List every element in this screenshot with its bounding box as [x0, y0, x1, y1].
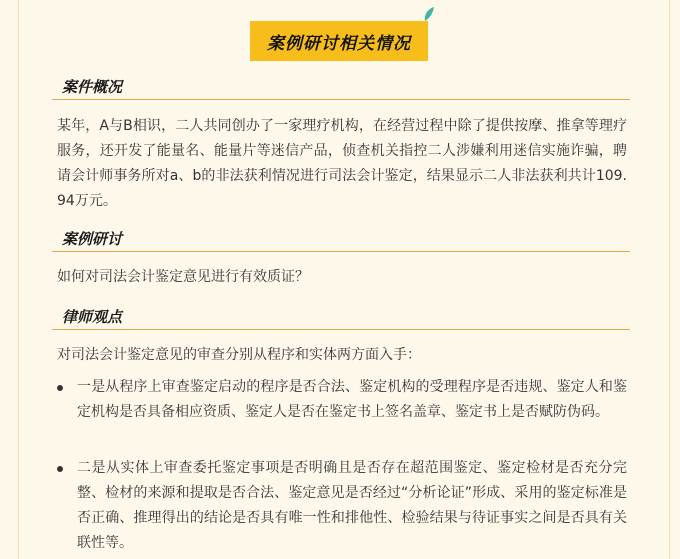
- bullet-dot-icon: [57, 385, 63, 391]
- section-header-overview: [52, 77, 630, 100]
- list-item: [57, 375, 627, 425]
- overview-paragraph: 某年，A与B相识，二人共同创办了一家理疗机构，在经营过程中除了提供按摩、推拿等理疗服务，还开发了能量名、能量片等迷信产品，侦查机关指控二人涉嫌利用迷信实施诈骗，聘请会计师事务所对a、b的非法获利情况进行司法会计鉴定，结果显示二人非法获利共计109.94万元。: [57, 118, 627, 209]
- leaf-icon: [422, 6, 436, 22]
- lawyer-intro: 对司法会计鉴定意见的审查分别从程序和实体两方面入手：: [57, 347, 421, 363]
- section-header-lawyer: [52, 307, 630, 330]
- section-heading-lawyer: 律师观点: [62, 308, 123, 326]
- bullet-dot-icon: [57, 466, 63, 472]
- list-item: [57, 456, 627, 556]
- section-heading-overview: 案件概况: [62, 78, 123, 96]
- page-title: 案例研讨相关情况: [250, 21, 428, 61]
- list-item-text: 一是从程序上审查鉴定启动的程序是否合法、鉴定机构的受理程序是否违规、鉴定人和鉴定机构是否具备相应资质、鉴定人是否在鉴定书上签名盖章、鉴定书上是否赋防伪码。: [77, 379, 627, 420]
- section-header-discussion: [52, 229, 630, 252]
- discussion-question: 如何对司法会计鉴定意见进行有效质证？: [57, 269, 309, 285]
- section-heading-discussion: 案例研讨: [62, 230, 123, 248]
- list-item-text: 二是从实体上审查委托鉴定事项是否明确且是否存在超范围鉴定、鉴定检材是否充分完整、检材的来源和提取是否合法、鉴定意见是否经过“分析论证”形成、采用的鉴定标准是否正确、推理得出的结论是否具有唯一性和排他性、检验结果与待证事实之间是否具有关联性等。: [77, 460, 627, 551]
- right-border-line: [669, 0, 670, 559]
- left-border-line: [18, 0, 19, 559]
